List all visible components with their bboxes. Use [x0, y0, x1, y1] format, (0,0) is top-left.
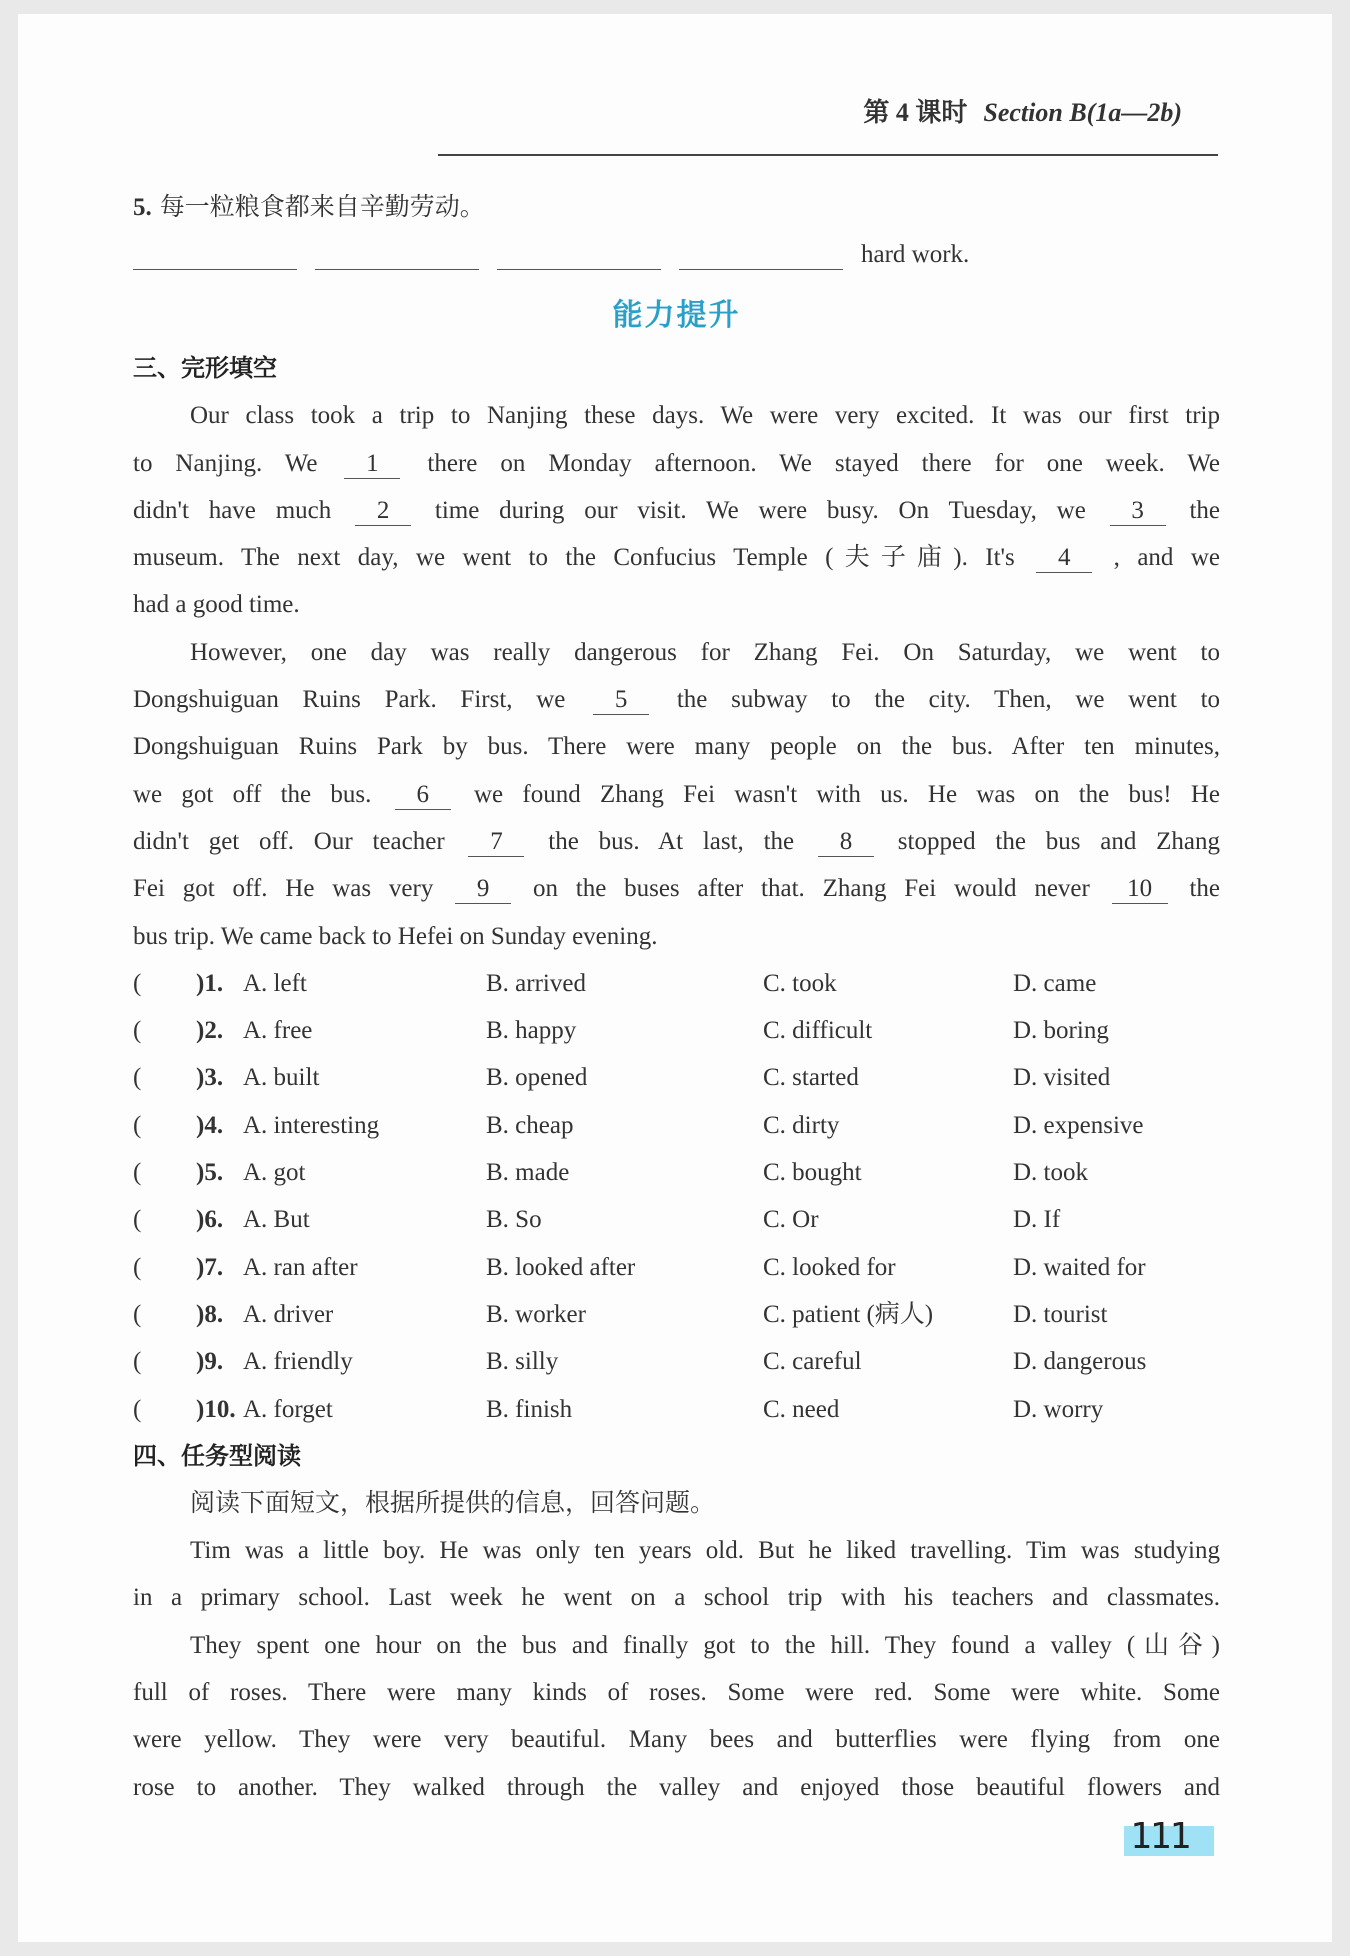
text-segment: we got off the bus. — [133, 780, 372, 808]
option-row — [133, 1386, 1220, 1433]
page-content — [133, 184, 1220, 1811]
option-c[interactable]: C. took — [763, 969, 837, 997]
text-segment: time during our visit. We were busy. On Tuesday, we — [434, 496, 1086, 524]
option-b[interactable]: B. worker — [486, 1300, 586, 1328]
q5-answer-blanks — [133, 231, 1220, 287]
option-row — [133, 1149, 1220, 1196]
lesson-label: 第 4 课时 — [863, 98, 968, 127]
question-number: )8. — [196, 1300, 224, 1328]
paragraph-line — [133, 534, 1220, 581]
paragraph-line: bus trip. We came back to Hefei on Sunday evening. — [133, 922, 658, 950]
option-a[interactable]: A. built — [243, 1064, 320, 1092]
option-c[interactable]: C. careful — [763, 1348, 862, 1376]
question-number: )4. — [196, 1111, 224, 1139]
paragraph-line — [133, 771, 1220, 818]
option-a[interactable]: A. free — [243, 1017, 313, 1045]
text-segment: museum. The next day, we went to the Confucius Temple (夫子庙). It's — [133, 544, 1015, 572]
answer-paren[interactable]: ( — [133, 1300, 142, 1328]
answer-paren[interactable]: ( — [133, 969, 142, 997]
answer-paren[interactable]: ( — [133, 1064, 142, 1092]
option-b[interactable]: B. So — [486, 1206, 542, 1234]
text-segment: Dongshuiguan Ruins Park. First, we — [133, 686, 566, 714]
paragraph-line: full of roses. There were many kinds of roses. Some were red. Some were white. Some — [133, 1679, 1220, 1707]
section-title: 能力提升 — [612, 298, 741, 334]
cloze-blank[interactable]: 9 — [455, 875, 511, 904]
option-a[interactable]: A. interesting — [243, 1111, 380, 1139]
option-d[interactable]: D. came — [1013, 969, 1097, 997]
option-d[interactable]: D. boring — [1013, 1017, 1109, 1045]
option-a[interactable]: A. left — [243, 969, 307, 997]
answer-paren[interactable]: ( — [133, 1253, 142, 1281]
text-segment: didn't have much — [133, 496, 332, 524]
option-c[interactable]: C. patient (病人) — [763, 1300, 934, 1328]
paragraph-line: rose to another. They walked through the valley and enjoyed those beautiful flowers and — [133, 1773, 1220, 1801]
answer-blank[interactable] — [315, 269, 479, 270]
paragraph-line: were yellow. They were very beautiful. Many bees and butterflies were flying from one — [133, 1726, 1220, 1754]
paragraph-line: They spent one hour on the bus and finally got to the hill. They found a valley (山谷) — [190, 1631, 1220, 1659]
cloze-paragraph-1 — [133, 392, 1220, 628]
text-segment: , and we — [1113, 544, 1221, 572]
option-c[interactable]: C. looked for — [763, 1253, 896, 1281]
cloze-blank[interactable]: 1 — [344, 450, 400, 479]
answer-blank[interactable] — [133, 269, 297, 270]
option-c[interactable]: C. started — [763, 1064, 859, 1092]
option-b[interactable]: B. opened — [486, 1064, 588, 1092]
section-label: Section B(1a—2b) — [983, 98, 1182, 127]
option-b[interactable]: B. made — [486, 1159, 570, 1187]
cloze-blank[interactable]: 2 — [355, 497, 411, 526]
text-segment: Fei got off. He was very — [133, 875, 434, 903]
option-a[interactable]: A. forget — [243, 1395, 333, 1423]
option-a[interactable]: A. ran after — [243, 1253, 358, 1281]
option-d[interactable]: D. waited for — [1013, 1253, 1146, 1281]
option-c[interactable]: C. dirty — [763, 1111, 840, 1139]
cloze-options — [133, 960, 1220, 1433]
reading-instruction: 阅读下面短文，根据所提供的信息，回答问题。 — [190, 1489, 716, 1517]
option-d[interactable]: D. dangerous — [1013, 1348, 1147, 1376]
option-row — [133, 1054, 1220, 1101]
paragraph-line: However, one day was really dangerous for Zhang Fei. On Saturday, we went to — [190, 638, 1220, 666]
text-segment: to Nanjing. We — [133, 449, 318, 477]
paragraph-line — [133, 487, 1220, 534]
question-number: )1. — [196, 969, 224, 997]
option-b[interactable]: B. happy — [486, 1017, 577, 1045]
question-number: 5. — [133, 194, 152, 221]
text-segment: we found Zhang Fei wasn't with us. He was on the bus! He — [473, 780, 1221, 808]
page-number: 111 — [1130, 1816, 1190, 1857]
reading-passage — [133, 1527, 1220, 1811]
option-a[interactable]: A. got — [243, 1159, 306, 1187]
option-b[interactable]: B. looked after — [486, 1253, 636, 1281]
paragraph-line — [133, 865, 1220, 912]
option-row — [133, 1338, 1220, 1385]
cloze-heading: 三、完形填空 — [133, 354, 277, 383]
answer-paren[interactable]: ( — [133, 1395, 142, 1423]
cloze-blank[interactable]: 4 — [1036, 544, 1092, 573]
text-segment: stopped the bus and Zhang — [897, 827, 1221, 855]
paragraph-line — [133, 440, 1220, 487]
cloze-blank[interactable]: 5 — [593, 686, 649, 715]
workbook-page — [18, 14, 1332, 1942]
cloze-blank[interactable]: 7 — [468, 828, 524, 857]
cloze-blank[interactable]: 8 — [818, 828, 874, 857]
text-segment: there on Monday afternoon. We stayed there for one week. We — [427, 449, 1221, 477]
option-a[interactable]: A. But — [243, 1206, 310, 1234]
option-d[interactable]: D. visited — [1013, 1064, 1111, 1092]
cloze-blank[interactable]: 10 — [1112, 875, 1168, 904]
option-row — [133, 1291, 1220, 1338]
question-number: )3. — [196, 1064, 224, 1092]
answer-paren[interactable]: ( — [133, 1348, 142, 1376]
paragraph-line — [133, 676, 1220, 723]
option-row — [133, 960, 1220, 1007]
paragraph-line — [133, 818, 1220, 865]
reading-heading: 四、任务型阅读 — [133, 1441, 301, 1470]
option-d[interactable]: D. worry — [1013, 1395, 1104, 1423]
option-c[interactable]: C. Or — [763, 1206, 819, 1234]
q5-tail: hard work. — [861, 241, 970, 269]
paragraph-line: Our class took a trip to Nanjing these days. We were very excited. It was our first trip — [190, 402, 1220, 430]
answer-paren[interactable]: ( — [133, 1159, 142, 1187]
text-segment: the bus. At last, the — [548, 827, 795, 855]
question-prompt: 每一粒粮食都来自辛勤劳动。 — [159, 194, 485, 221]
option-d[interactable]: D. took — [1013, 1159, 1088, 1187]
question-number: )7. — [196, 1253, 224, 1281]
paragraph-line: in a primary school. Last week he went on a school trip with his teachers and classmates. — [133, 1584, 1220, 1612]
question-number: )5. — [196, 1159, 224, 1187]
option-b[interactable]: B. finish — [486, 1395, 573, 1423]
question-5 — [133, 184, 1220, 231]
option-b[interactable]: B. arrived — [486, 969, 586, 997]
answer-blank[interactable] — [679, 269, 843, 270]
option-d[interactable]: D. tourist — [1013, 1300, 1108, 1328]
option-a[interactable]: A. driver — [243, 1300, 334, 1328]
option-row — [133, 1244, 1220, 1291]
text-segment: the — [1189, 875, 1221, 903]
question-number: )10. — [196, 1395, 236, 1423]
option-row — [133, 1102, 1220, 1149]
page-header — [863, 92, 1182, 129]
answer-paren[interactable]: ( — [133, 1017, 142, 1045]
option-b[interactable]: B. silly — [486, 1348, 559, 1376]
page-number-box — [1124, 1816, 1214, 1857]
answer-blank[interactable] — [497, 269, 661, 270]
text-segment: on the buses after that. Zhang Fei would never — [532, 875, 1090, 903]
question-number: )9. — [196, 1348, 224, 1376]
option-d[interactable]: D. expensive — [1013, 1111, 1144, 1139]
option-row — [133, 1196, 1220, 1243]
text-segment: the — [1189, 496, 1221, 524]
option-b[interactable]: B. cheap — [486, 1111, 574, 1139]
question-number: )2. — [196, 1017, 224, 1045]
paragraph-line: Tim was a little boy. He was only ten years old. But he liked travelling. Tim was studying — [190, 1537, 1220, 1565]
cloze-blank[interactable]: 3 — [1110, 497, 1166, 526]
answer-paren[interactable]: ( — [133, 1206, 142, 1234]
option-a[interactable]: A. friendly — [243, 1348, 353, 1376]
option-row — [133, 1007, 1220, 1054]
answer-paren[interactable]: ( — [133, 1111, 142, 1139]
paragraph-line: had a good time. — [133, 591, 300, 619]
paragraph-line: Dongshuiguan Ruins Park by bus. There were many people on the bus. After ten minutes, — [133, 733, 1220, 761]
header-rule — [438, 154, 1218, 156]
option-c[interactable]: C. bought — [763, 1159, 862, 1187]
option-d[interactable]: D. If — [1013, 1206, 1061, 1234]
question-number: )6. — [196, 1206, 224, 1234]
cloze-paragraph-2 — [133, 629, 1220, 960]
cloze-blank[interactable]: 6 — [395, 781, 451, 810]
option-c[interactable]: C. difficult — [763, 1017, 873, 1045]
text-segment: the subway to the city. Then, we went to — [676, 686, 1221, 714]
text-segment: didn't get off. Our teacher — [133, 827, 445, 855]
option-c[interactable]: C. need — [763, 1395, 840, 1423]
